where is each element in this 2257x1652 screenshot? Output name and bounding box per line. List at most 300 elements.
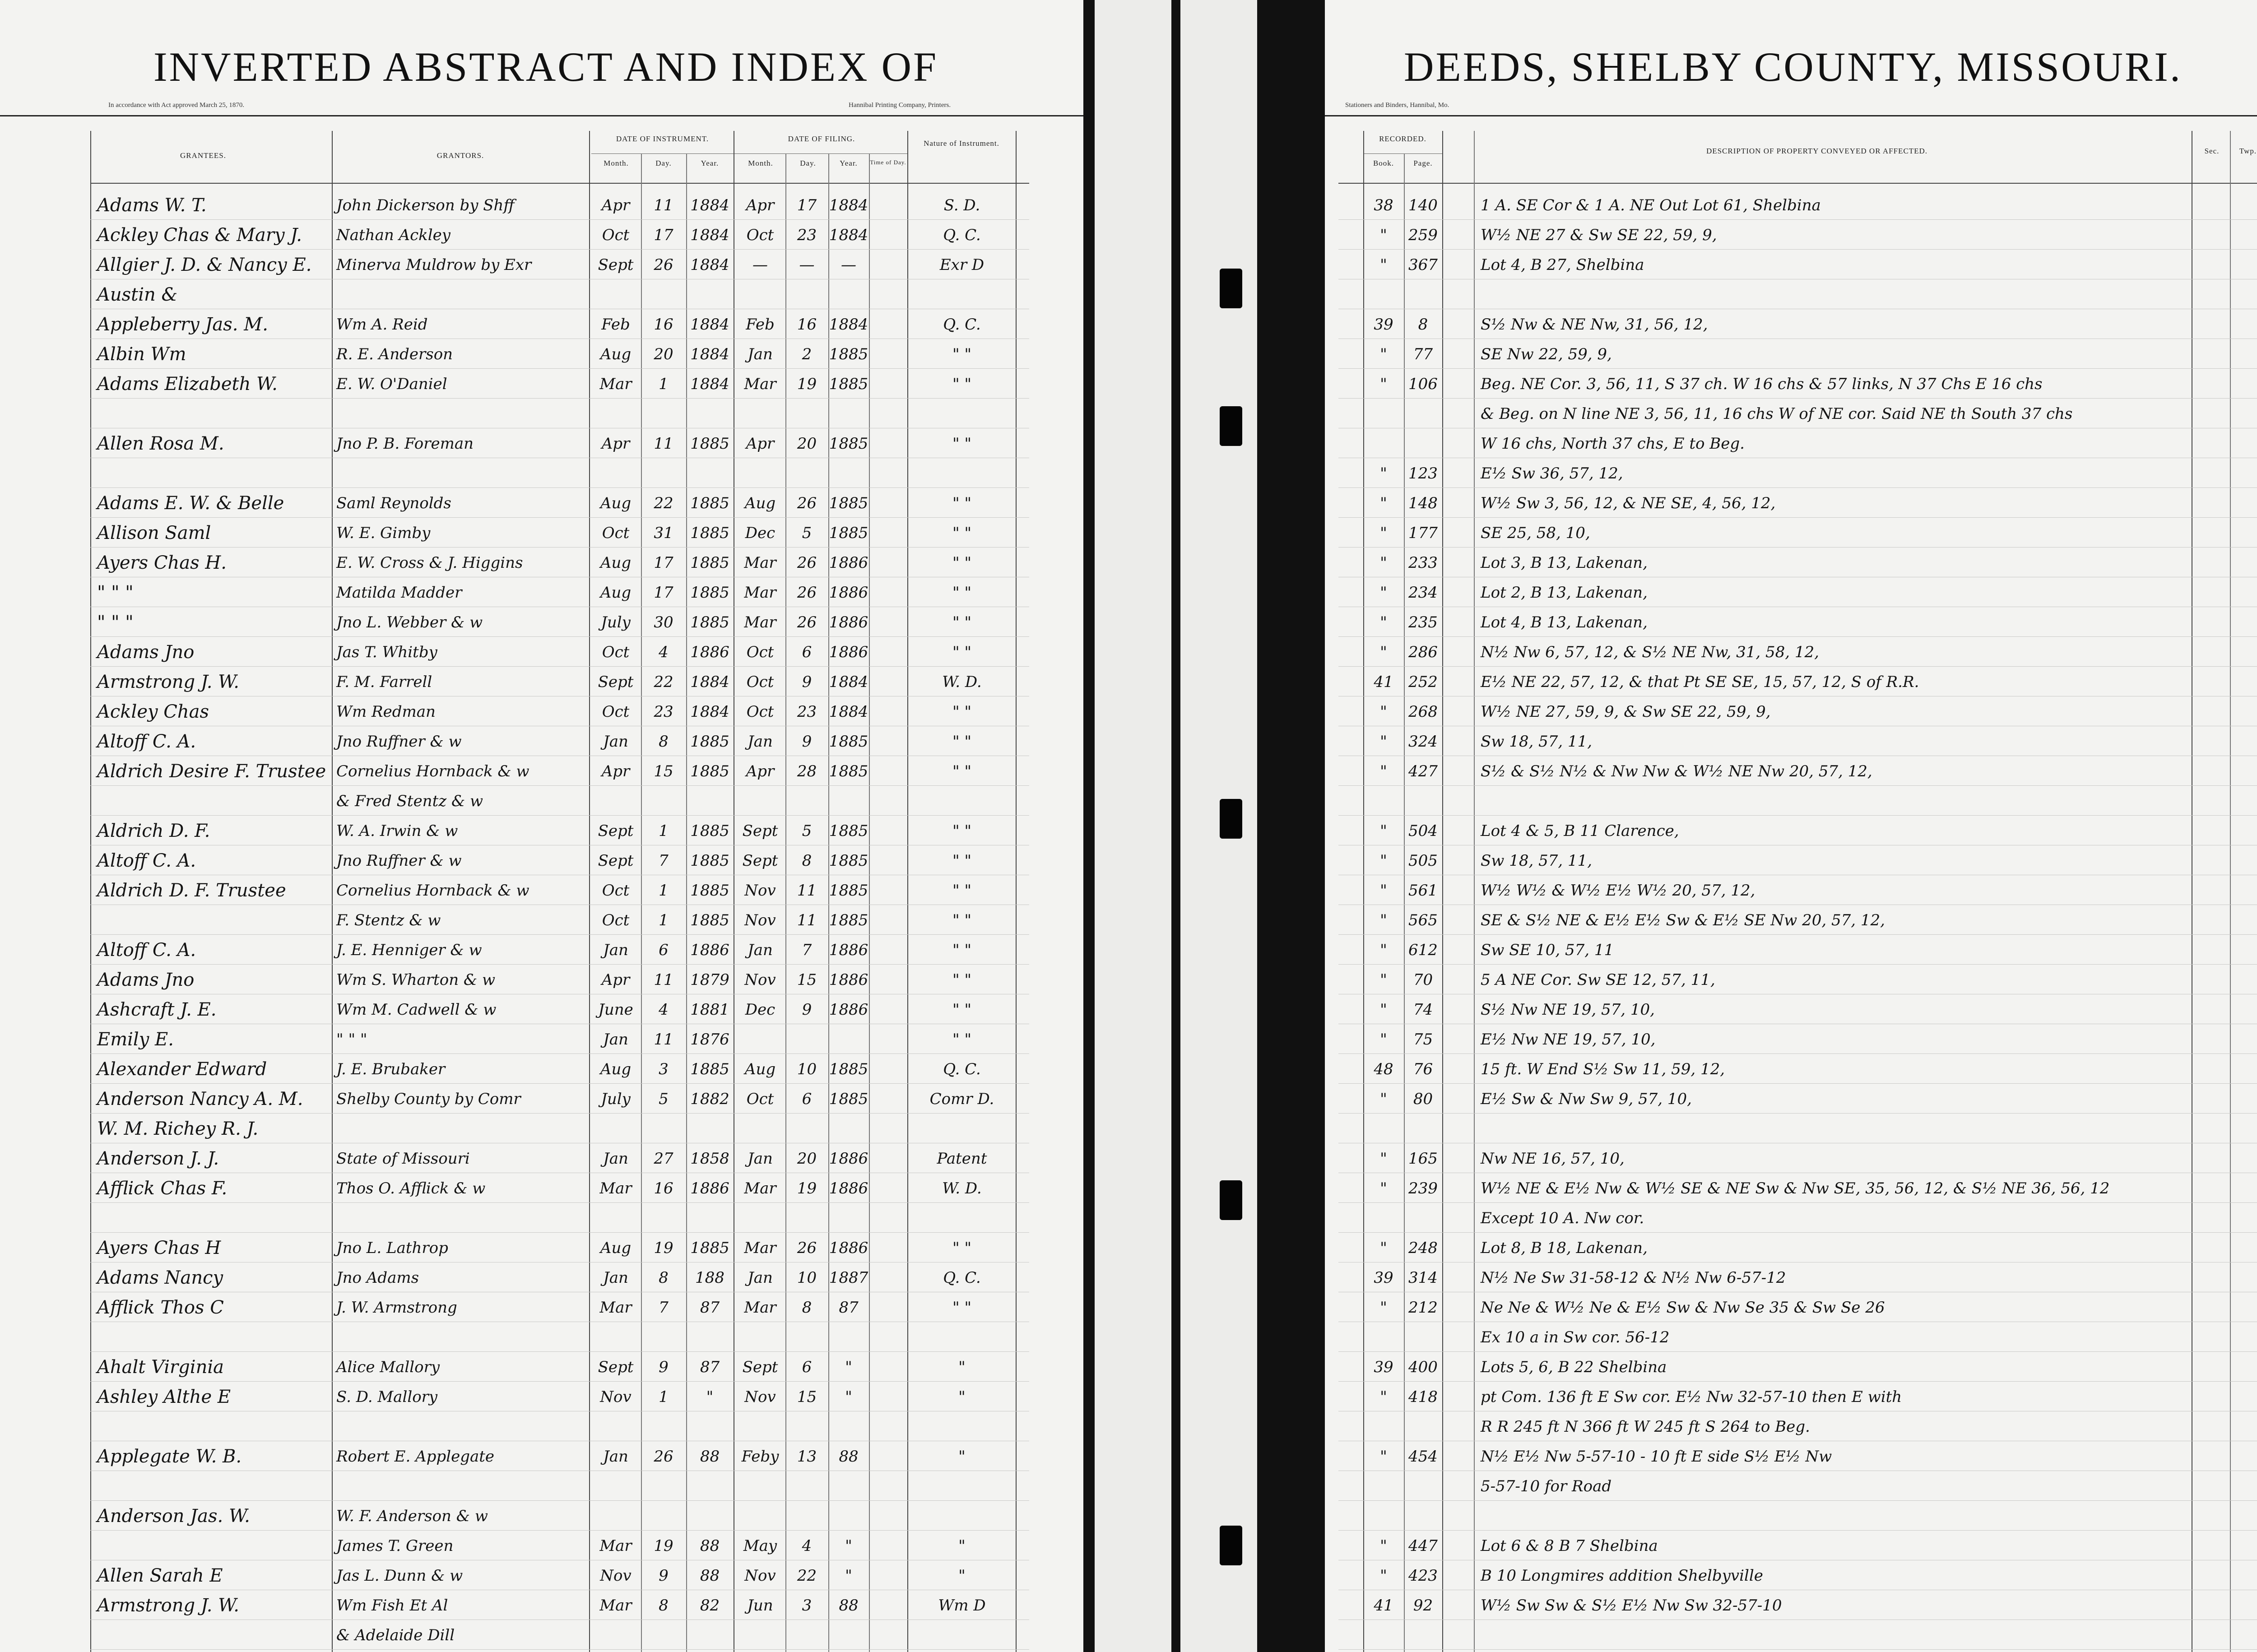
filing-day-cell: 23 — [797, 226, 817, 244]
grantor-cell: Jas L. Dunn & w — [336, 1567, 463, 1585]
grantor-cell: Saml Reynolds — [336, 494, 451, 512]
table-row — [1325, 279, 2257, 311]
instrument-month-cell — [590, 460, 641, 489]
nature-cell: " — [958, 1537, 966, 1555]
instrument-month-cell: Mar — [599, 1537, 632, 1555]
table-row — [1325, 636, 2257, 668]
table-row — [1325, 1322, 2257, 1353]
filing-month-cell: May — [743, 1537, 777, 1555]
page-cell: 423 — [1408, 1567, 1438, 1585]
filing-year-cell — [828, 1026, 869, 1055]
grantor-cell: J. W. Armstrong — [336, 1299, 457, 1317]
table-row — [1325, 1411, 2257, 1443]
table-row — [1325, 1024, 2257, 1055]
filing-year-cell — [828, 1116, 869, 1145]
left-title: INVERTED ABSTRACT AND INDEX OF — [153, 44, 938, 90]
instrument-month-cell: Oct — [602, 524, 630, 542]
grantor-cell: Minerva Muldrow by Exr — [336, 256, 532, 274]
grantor-cell: Jas T. Whitby — [336, 643, 437, 661]
grantor-cell: Thos O. Afflick & w — [336, 1179, 486, 1197]
instrument-year-cell: 1882 — [690, 1090, 729, 1108]
table-row — [0, 756, 1083, 787]
grantor-cell — [336, 1473, 587, 1502]
table-row — [1325, 249, 2257, 281]
instrument-month-cell: Jan — [603, 1269, 628, 1287]
row-rule — [1338, 1649, 2257, 1650]
filing-month-cell: Oct — [746, 226, 774, 244]
instrument-day-cell — [641, 788, 686, 817]
nature-cell: " " — [952, 524, 972, 542]
table-row — [0, 368, 1083, 400]
instrument-year-cell: 1884 — [690, 375, 729, 393]
grantee-cell: Ackley Chas — [97, 701, 209, 722]
table-row — [1325, 726, 2257, 757]
instrument-year-cell: 87 — [700, 1358, 720, 1376]
grantor-cell: Matilda Madder — [336, 584, 462, 602]
page-cell: 268 — [1408, 703, 1438, 721]
filing-month-cell — [735, 1503, 785, 1532]
page-cell: 92 — [1413, 1596, 1433, 1615]
description-cell: Lot 4 & 5, B 11 Clarence, — [1481, 822, 1679, 840]
filing-year-cell: 1884 — [829, 316, 868, 334]
filing-month-cell — [735, 282, 785, 311]
table-row — [0, 1590, 1083, 1621]
instrument-month-cell — [590, 282, 641, 311]
table-row — [0, 1053, 1083, 1085]
nature-cell: " " — [952, 762, 972, 780]
nature-cell: " " — [952, 613, 972, 631]
description-cell: W½ NE 27, 59, 9, & Sw SE 22, 59, 9, — [1481, 703, 1771, 721]
table-row — [0, 1471, 1083, 1502]
instrument-month-cell: Sept — [598, 673, 634, 691]
grantee-cell: Afflick Thos C — [97, 1297, 224, 1318]
grantee-cell: Adams Jno — [97, 970, 195, 990]
description-cell — [1481, 1116, 2257, 1145]
description-cell: N½ Ne Sw 31-58-12 & N½ Nw 6-57-12 — [1481, 1269, 1786, 1287]
instrument-day-cell — [641, 1116, 686, 1145]
grantee-cell: Allison Saml — [97, 523, 211, 543]
table-row — [0, 636, 1083, 668]
table-row — [1325, 1620, 2257, 1651]
filing-day-cell: 26 — [797, 613, 817, 631]
table-row — [1325, 1292, 2257, 1323]
nature-cell: S. D. — [943, 196, 980, 214]
stationers-note: Stationers and Binders, Hannibal, Mo. — [1345, 102, 1449, 109]
description-header: DESCRIPTION OF PROPERTY CONVEYED OR AFFECTED. — [1706, 147, 1928, 155]
filing-year-header: Year. — [840, 159, 858, 167]
instrument-month-cell: Sept — [598, 822, 634, 840]
filing-month-cell: Oct — [746, 703, 774, 721]
grantor-cell: Alice Mallory — [336, 1358, 440, 1376]
nature-cell: " " — [952, 584, 972, 602]
nature-cell: Wm D — [938, 1596, 986, 1615]
instrument-year-cell — [686, 401, 734, 430]
instrument-year-cell: 1885 — [690, 613, 729, 631]
book-cell: 38 — [1374, 196, 1393, 214]
grantee-cell — [97, 1414, 330, 1443]
filing-year-cell — [828, 1503, 869, 1532]
page-cell: 565 — [1408, 911, 1438, 929]
instrument-month-cell — [590, 1205, 641, 1234]
table-row — [1325, 577, 2257, 608]
instrument-day-cell: 16 — [654, 1179, 673, 1197]
page-cell: 367 — [1408, 256, 1438, 274]
grantee-cell: Adams Nancy — [97, 1267, 223, 1288]
page-cell — [1404, 431, 1442, 459]
page-cell — [1404, 282, 1442, 311]
grantee-cell: Ashley Althe E — [97, 1387, 231, 1407]
instrument-year-cell — [686, 1414, 734, 1443]
grantee-cell: Anderson Jas. W. — [97, 1506, 250, 1527]
filing-day-cell: 5 — [802, 524, 812, 542]
description-cell: S½ & S½ N½ & Nw Nw & W½ NE Nw 20, 57, 12, — [1481, 762, 1872, 780]
nature-cell — [908, 1473, 1016, 1502]
filing-day-cell: 20 — [797, 1150, 817, 1168]
instrument-month-cell: Aug — [600, 554, 632, 572]
grantor-cell — [336, 460, 587, 489]
page-cell: 148 — [1408, 494, 1438, 512]
filing-day-cell — [785, 1026, 828, 1055]
book-cell — [1363, 1116, 1404, 1145]
grantor-cell: R. E. Anderson — [336, 345, 453, 363]
book-cell: 41 — [1374, 1596, 1393, 1615]
page-cell: 252 — [1408, 673, 1438, 691]
page-cell: 235 — [1408, 613, 1438, 631]
filing-month-cell: Nov — [744, 882, 776, 900]
page-cell: 239 — [1408, 1179, 1438, 1197]
instrument-month-cell: Nov — [600, 1567, 632, 1585]
grantee-cell: Anderson Nancy A. M. — [97, 1089, 303, 1109]
filing-day-cell: 6 — [802, 643, 812, 661]
filing-month-cell: Mar — [744, 1299, 776, 1317]
filing-day-cell: 6 — [802, 1090, 812, 1108]
nature-cell: Q. C. — [943, 316, 981, 334]
instrument-month-cell: Mar — [599, 1179, 632, 1197]
page-cell — [1404, 788, 1442, 817]
table-row — [0, 696, 1083, 728]
filing-day-cell: 26 — [797, 494, 817, 512]
instrument-day-cell: 1 — [659, 1388, 669, 1406]
instrument-year-cell: 1886 — [690, 643, 729, 661]
instrument-day-cell: 4 — [659, 643, 669, 661]
nature-cell: " " — [952, 375, 972, 393]
time-of-day-header: Time of Day. — [870, 159, 906, 166]
instrument-day-cell: 3 — [659, 1060, 669, 1078]
table-row — [1325, 964, 2257, 996]
table-row — [1325, 1500, 2257, 1532]
description-cell: Lot 6 & 8 B 7 Shelbina — [1481, 1537, 1658, 1555]
description-cell: E½ Sw & Nw Sw 9, 57, 10, — [1481, 1090, 1692, 1108]
filing-year-cell: 1885 — [829, 1090, 868, 1108]
instrument-day-cell — [641, 1622, 686, 1651]
description-cell: R R 245 ft N 366 ft W 245 ft S 264 to Beg. — [1481, 1418, 1810, 1436]
filing-year-cell: 87 — [839, 1299, 859, 1317]
description-cell: Sw 18, 57, 11, — [1481, 733, 1593, 751]
nature-cell — [908, 1116, 1016, 1145]
table-row — [1325, 815, 2257, 847]
page-cell: 233 — [1408, 554, 1438, 572]
book-cell: 39 — [1374, 1358, 1393, 1376]
page-cell: 165 — [1408, 1150, 1438, 1168]
filing-day-cell: 26 — [797, 554, 817, 572]
grantee-cell: Appleberry Jas. M. — [97, 314, 268, 335]
grantor-cell: F. M. Farrell — [336, 673, 432, 691]
filing-year-cell: 1886 — [829, 941, 868, 959]
filing-year-cell: 1886 — [829, 1179, 868, 1197]
filing-day-cell — [785, 1324, 828, 1353]
book-cell: " — [1380, 375, 1387, 393]
instrument-day-cell: 8 — [659, 1269, 669, 1287]
table-row — [1325, 309, 2257, 340]
filing-year-cell: 1884 — [829, 196, 868, 214]
date-of-instrument-header: DATE OF INSTRUMENT. — [616, 135, 709, 143]
book-cell: 48 — [1374, 1060, 1393, 1078]
instrument-month-cell — [590, 1324, 641, 1353]
table-row — [0, 249, 1083, 281]
filing-year-cell: 1885 — [829, 733, 868, 751]
grantee-cell: " " " — [97, 582, 134, 603]
header-top-rule — [1325, 115, 2257, 116]
instrument-month-cell: Aug — [600, 1239, 632, 1257]
printer-note: Hannibal Printing Company, Printers. — [849, 102, 951, 109]
description-cell: Ex 10 a in Sw cor. 56-12 — [1481, 1328, 1670, 1346]
grantor-cell — [336, 282, 587, 311]
description-cell — [1481, 1622, 2257, 1651]
page-cell: 454 — [1408, 1448, 1438, 1466]
filing-day-cell: 7 — [802, 941, 812, 959]
book-cell: " — [1380, 1179, 1387, 1197]
page-cell — [1404, 1473, 1442, 1502]
filing-month-cell — [735, 1026, 785, 1055]
book-cell — [1363, 1622, 1404, 1651]
instrument-year-cell: 1885 — [690, 852, 729, 870]
book-cell: " — [1380, 1090, 1387, 1108]
instrument-year-cell — [686, 1324, 734, 1353]
instrument-year-cell: 1884 — [690, 673, 729, 691]
filing-month-cell: Sept — [742, 1358, 778, 1376]
nature-cell: " " — [952, 733, 972, 751]
filing-year-cell: 1885 — [829, 375, 868, 393]
filing-month-cell: Jan — [748, 733, 773, 751]
grantor-cell: E. W. Cross & J. Higgins — [336, 554, 523, 572]
instrument-year-cell: 1884 — [690, 256, 729, 274]
table-row — [0, 1232, 1083, 1264]
table-row — [0, 1530, 1083, 1562]
nature-cell — [908, 282, 1016, 311]
filing-month-cell: Nov — [744, 1567, 776, 1585]
nature-cell — [908, 1414, 1016, 1443]
page-cell — [1404, 1205, 1442, 1234]
instrument-year-cell — [686, 1622, 734, 1651]
nature-cell: " " — [952, 435, 972, 453]
book-cell: " — [1380, 703, 1387, 721]
book-cell — [1363, 431, 1404, 459]
filing-year-cell: — — [841, 256, 856, 274]
table-row — [1325, 368, 2257, 400]
filing-year-cell: 88 — [839, 1596, 859, 1615]
instrument-month-cell: Oct — [602, 643, 630, 661]
page-cell: 286 — [1408, 643, 1438, 661]
instrument-year-header: Year. — [701, 159, 719, 167]
instrument-year-cell — [686, 1116, 734, 1145]
book-cell: " — [1380, 554, 1387, 572]
filing-day-cell: 28 — [797, 762, 817, 780]
grantee-cell: Ayers Chas H. — [97, 552, 227, 573]
filing-day-header: Day. — [800, 159, 816, 167]
instrument-year-cell: 1885 — [690, 494, 729, 512]
book-cell — [1363, 401, 1404, 430]
right-page — [1325, 0, 2257, 1652]
instrument-month-cell: Jan — [603, 1030, 628, 1049]
filing-year-cell: 1886 — [829, 971, 868, 989]
grantor-cell: J. E. Henniger & w — [336, 941, 482, 959]
filing-day-cell — [785, 1473, 828, 1502]
instrument-year-cell: 1884 — [690, 316, 729, 334]
description-cell: S½ Nw NE 19, 57, 10, — [1481, 1001, 1655, 1019]
instrument-year-cell: 1885 — [690, 733, 729, 751]
instrument-year-cell: 88 — [700, 1448, 720, 1466]
instrument-year-cell: 1886 — [690, 941, 729, 959]
instrument-year-cell: 1884 — [690, 226, 729, 244]
instrument-year-cell: 1885 — [690, 554, 729, 572]
grantee-cell: Ayers Chas H — [97, 1238, 221, 1258]
table-row — [0, 607, 1083, 638]
grantee-cell — [97, 401, 330, 430]
filing-year-cell — [828, 1205, 869, 1234]
grantee-cell: Ackley Chas & Mary J. — [97, 225, 302, 246]
table-row — [1325, 845, 2257, 877]
grantor-cell — [336, 1414, 587, 1443]
nature-cell: " " — [952, 643, 972, 661]
page-cell: 248 — [1408, 1239, 1438, 1257]
table-row — [1325, 905, 2257, 936]
instrument-year-cell: 1885 — [690, 524, 729, 542]
filing-day-cell: 19 — [797, 375, 817, 393]
instrument-day-cell: 7 — [659, 1299, 669, 1317]
table-row — [0, 1441, 1083, 1472]
filing-month-cell — [735, 1414, 785, 1443]
filing-year-cell: 1884 — [829, 226, 868, 244]
instrument-year-cell — [686, 282, 734, 311]
description-cell: W½ Sw 3, 56, 12, & NE SE, 4, 56, 12, — [1481, 494, 1776, 512]
header-bottom-rule — [1338, 183, 2257, 184]
table-row — [1325, 517, 2257, 549]
table-row — [0, 1381, 1083, 1413]
instrument-day-cell: 26 — [654, 256, 673, 274]
table-row — [0, 815, 1083, 847]
nature-cell: " — [958, 1358, 966, 1376]
book-cell — [1363, 1324, 1404, 1353]
filing-year-cell: 1885 — [829, 1060, 868, 1078]
book-cell: " — [1380, 1001, 1387, 1019]
instrument-month-cell: Apr — [601, 971, 630, 989]
grantee-cell: Altoff C. A. — [97, 850, 196, 871]
instrument-day-cell — [641, 460, 686, 489]
description-cell: Except 10 A. Nw cor. — [1481, 1209, 1644, 1227]
table-row — [0, 1322, 1083, 1353]
filing-month-cell — [735, 460, 785, 489]
description-cell: N½ Nw 6, 57, 12, & S½ NE Nw, 31, 58, 12, — [1481, 643, 1819, 661]
filing-month-cell — [735, 788, 785, 817]
nature-cell: W. D. — [942, 673, 982, 691]
book-cell — [1363, 1503, 1404, 1532]
book-cell: " — [1380, 494, 1387, 512]
grantee-cell — [97, 1205, 330, 1234]
table-row — [1325, 785, 2257, 817]
filing-month-cell: Apr — [746, 196, 775, 214]
book-cell: " — [1380, 971, 1387, 989]
grantee-cell: Aldrich Desire F. Trustee — [97, 761, 326, 782]
instrument-month-cell: Mar — [599, 1596, 632, 1615]
table-row — [0, 1083, 1083, 1115]
instrument-month-cell: June — [598, 1001, 633, 1019]
instrument-month-cell: July — [601, 613, 631, 631]
instrument-month-cell — [590, 788, 641, 817]
instrument-month-cell: Oct — [602, 226, 630, 244]
filing-month-cell — [735, 1205, 785, 1234]
table-row — [1325, 547, 2257, 579]
book-cell: " — [1380, 1299, 1387, 1317]
book-cell: " — [1380, 1537, 1387, 1555]
instrument-day-cell: 19 — [654, 1239, 673, 1257]
filing-month-cell: Jan — [748, 1269, 773, 1287]
book-cell: 39 — [1374, 316, 1393, 334]
page-cell: 427 — [1408, 762, 1438, 780]
binding-hole — [1220, 406, 1242, 446]
instrument-day-cell: 17 — [654, 226, 673, 244]
filing-month-cell: Dec — [745, 1001, 776, 1019]
book-cell: " — [1380, 822, 1387, 840]
book-cell: " — [1380, 345, 1387, 363]
instrument-year-cell: 188 — [695, 1269, 724, 1287]
grantor-cell: Cornelius Hornback & w — [336, 882, 529, 900]
filing-day-cell: 26 — [797, 1239, 817, 1257]
instrument-year-cell — [686, 1503, 734, 1532]
instrument-month-cell: Apr — [601, 762, 630, 780]
table-row — [0, 517, 1083, 549]
book-cell: " — [1380, 584, 1387, 602]
filing-year-cell: 1885 — [829, 911, 868, 929]
book-cell: " — [1380, 226, 1387, 244]
grantor-cell: Wm A. Reid — [336, 316, 428, 334]
filing-year-cell: " — [845, 1358, 852, 1376]
grantee-cell: Armstrong J. W. — [97, 672, 240, 692]
table-row — [1325, 190, 2257, 221]
nature-cell: " " — [952, 1030, 972, 1049]
nature-cell — [908, 401, 1016, 430]
filing-day-cell: 2 — [802, 345, 812, 363]
instrument-day-cell: 9 — [659, 1567, 669, 1585]
instrument-year-cell: 88 — [700, 1567, 720, 1585]
book-cell: 39 — [1374, 1269, 1393, 1287]
filing-day-cell: 5 — [802, 822, 812, 840]
filing-day-cell: 11 — [797, 911, 817, 929]
grantor-cell: Cornelius Hornback & w — [336, 762, 529, 780]
nature-cell: " " — [952, 822, 972, 840]
book-cell: " — [1380, 613, 1387, 631]
description-cell: Lots 5, 6, B 22 Shelbina — [1481, 1358, 1667, 1376]
table-row — [1325, 458, 2257, 489]
filing-month-cell: Aug — [744, 1060, 776, 1078]
instrument-day-cell: 1 — [659, 911, 669, 929]
filing-month-cell: — — [752, 256, 768, 274]
page-cell — [1404, 401, 1442, 430]
grantor-cell: " " " — [336, 1030, 367, 1049]
instrument-day-cell: 23 — [654, 703, 673, 721]
instrument-day-cell: 1 — [659, 882, 669, 900]
table-row — [0, 875, 1083, 906]
table-row — [1325, 1381, 2257, 1413]
